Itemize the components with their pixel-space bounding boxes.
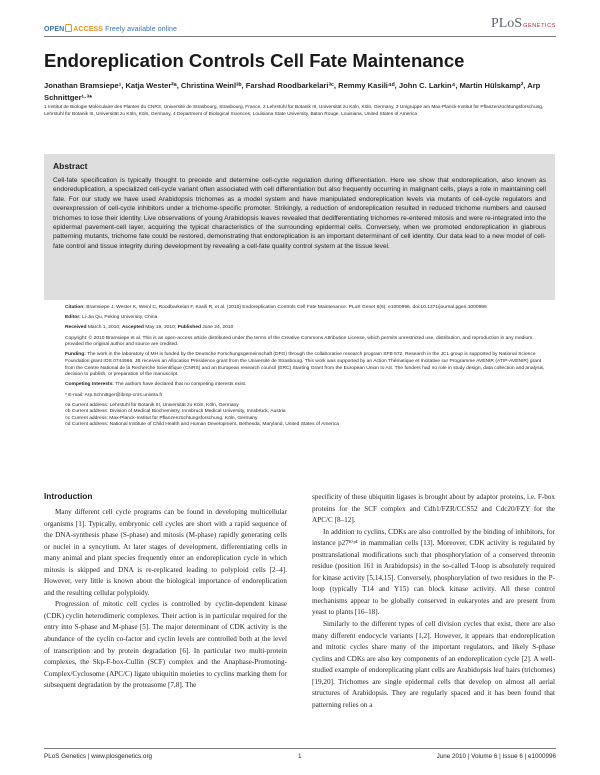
- editor-label: Editor:: [65, 315, 81, 321]
- copyright: Copyright: © 2010 Bramsiepe et al. This is an open-access article distributed under the terms of the Creative Commons Attribution License, which permits unrestricted use, distribution, and reproduction in any medium, provided the original author and source are credited.: [65, 335, 534, 348]
- abstract-text: Cell-fate specification is typically thought to precede and determine cell-cycle regulation during differentiation. Here we show that endoreplication, also known as endoreduplication, a specialized cell-cycle variant often associated with cell differentiation but also frequently occurring in malignant cells, plays a role in maintaining cell fate. For our study we have used Arabidopsis trichomes as a model system and have manipulated endoreplication levels via mutants of cell-cycle regulators and overexpression of cell-cycle inhibitors under a trichome-specific promoter. Strikingly, a reduction of endoreplication resulted in reduced trichome numbers and caused trichomes to lose their identity. Live observations of young Arabidopsis leaves revealed that dedifferentiating trichomes re-entered mitosis and were re-integrated into the epidermal pavement-cell layer, acquiring the typical characteristics of the surrounding epidermal cells. Conversely, when we promoted endoreplication in glabrous patterning mutants, trichome fate could be restored, demonstrating that endoreplication is an important determinant of cell identity. Our data lead to a new model of cell-fate control and tissue integrity during development by revealing a cell-fate quality control system at the tissue level.: [53, 177, 546, 250]
- competing-interests: [65, 382, 545, 389]
- body-paragraph: Similarly to the different types of cell division cycles that exist, there are also many different endocycle variants [1,2]. However, it appears that endoreplication and mitotic cycles share many of the important regulators, and likely S-phase cyclins and CDKs are also key components of an endoreplication cycle [2]. A well-studied example of endoreplicating plant cells are Arabidopsis leaf hairs (trichomes) [19,20]. Trichomes are single epidermal cells that develop on almost all aerial structures of Arabidopsis. They are regularly spaced and it has been found that patterning relies on a: [312, 620, 555, 709]
- current-address: ¤c Current address: Max-Planck-Institut für Pflanzenzüchtungsforschung, Köln, Germany: [65, 415, 258, 421]
- footer-rule: [44, 748, 556, 749]
- competing-text: The authors have declared that no competing interests exist.: [115, 382, 247, 388]
- body-paragraph: Progression of mitotic cell cycles is controlled by cyclin-dependent kinase (CDK) cyclin heterodimeric complexes. Their action is in particular required for the entry into S-phase and M-phase [5]. The major determinant of CDK activity is the abundance of the cyclin co-factor and cyclin levels are controlled both at the level of transcription and by protein degradation [6]. In particular two multi-protein complexes, the Skp-F-box-Cullin (SCF) complex and the Anaphase-Promoting-Complex/Cyclosome (APC/C) ligate ubiquitin moieties to cyclins marking them for subsequent degradation by the proteasome [7,8]. The: [44, 600, 287, 690]
- body-column-left: [44, 507, 287, 692]
- editor: [65, 315, 545, 322]
- footer-page-number: 1: [298, 753, 302, 760]
- published-label: Published: [177, 325, 201, 331]
- journal-logo[interactable]: [491, 16, 556, 32]
- oa-tagline: Freely available online: [105, 26, 178, 33]
- oa-open-text: OPEN: [44, 26, 65, 33]
- abstract-box: [44, 154, 555, 300]
- competing-label: Competing Interests:: [65, 382, 114, 388]
- body-paragraph: In addition to cyclins, CDKs are also controlled by the binding of inhibitors, for instance p27ᴷⁱᵖ¹ in mammalian cells [13]. Moreover, CDK activity is regulated by posttranslational modifications such that phosphorylation of a conserved threonin residue (position 161 in Arabidopsis) in the so-called T-loop is absolutely required for kinase activity [5,14,15]. Conversely, phosphorylation of two residues in the P-loop (typically T14 and Y15) can block kinase activity. All these control mechanisms appear to be globally conserved in eukaryotes and are present from yeast to plants [16–18].: [312, 527, 555, 617]
- open-lock-icon: [65, 24, 72, 32]
- current-address: ¤d Current address: National Institute of Child Health and Human Development, Bethesda, Maryland, United States of America: [65, 422, 340, 428]
- author-list: Jonathan Bramsiepe¹, Katja Wester²ᵃ, Christina Weinl³ᵇ, Farshad Roodbarkelari³ᶜ, Remmy Kasili⁴ᵈ, John C. Larkin⁴, Martin Hülskamp², Arp Schnittger¹·³*: [44, 81, 541, 102]
- journal-logo-genetics: GENETICS: [523, 23, 556, 29]
- header-rule: [44, 36, 556, 37]
- article-metadata: [65, 305, 545, 429]
- body-paragraph: specificity of these ubiquitin ligases is brought about by adaptor proteins, i.e. F-box proteins for the SCF complex and Cdh1/FZR/CCS52 and Cdc20/FZY for the APC/C [8–12].: [312, 493, 555, 525]
- journal-logo-plos: PLoS: [490, 16, 523, 31]
- accepted-date: May 19, 2010;: [145, 325, 177, 331]
- open-access-banner[interactable]: [44, 24, 177, 33]
- accepted-label: Accepted: [121, 325, 144, 331]
- citation: [65, 305, 545, 312]
- footer-journal[interactable]: PLoS Genetics | www.plosgenetics.org: [44, 753, 153, 760]
- body-column-right: [312, 492, 555, 711]
- introduction-heading: Introduction: [44, 491, 93, 501]
- footer-issue: June 2010 | Volume 6 | Issue 6 | e1000996: [436, 753, 556, 760]
- received-date: March 1, 2010;: [87, 325, 121, 331]
- funding: [65, 352, 545, 378]
- abstract-heading: Abstract: [53, 161, 88, 171]
- corresponding-email[interactable]: * E-mail: Arp.Schnittger@ibmp-cnrs.unistra.fr: [65, 392, 163, 398]
- dates: [65, 325, 545, 332]
- affiliations: 1 Institut de Biologie Moléculaire des Plantes du CNRS, Université de Strasbourg, Strasbourg, France, 2 Lehrstuhl für Botanik III, Universität zu Köln, Köln, Germany, 3 Unigruppe am Max-Planck-Institut für Pflanzenzüchtungsforschung, Lehrstuhl für Botanik III, Universität zu Köln, Köln, Germany, 4 Department of Biological Sciences, Louisiana State University, Baton Rouge, Louisiana, United States of America: [44, 105, 544, 117]
- body-paragraph: Many different cell cycle programs can be found in developing multicellular organisms [1]. Typically, embryonic cell cycles are short with a rapid sequence of the DNA-synthesis phase (S-phase) and mitosis (M-phase) rapidly generating cells or nuclei in a syncytium. At later stages of development, differentiating cells in many animal and plant species frequently enter an endoreplication cycle in which mitosis is skipped and DNA is re-replicated leading to polyploid cells [2–4]. However, very little is known about the biological importance of endoreplication and the resulting cellular polyploidy.: [44, 508, 287, 597]
- published-date: June 24, 2010: [202, 325, 234, 331]
- article-title: Endoreplication Controls Cell Fate Maintenance: [44, 50, 465, 71]
- oa-access-text: ACCESS: [73, 26, 104, 33]
- funding-label: Funding:: [65, 352, 86, 358]
- current-address: ¤b Current address: Division of Medical Biochemistry, Innsbruck Medical University, Innsbruck, Austria: [65, 409, 286, 415]
- citation-label: Citation:: [65, 305, 85, 310]
- editor-text: Li-Jia Qu, Peking University, China: [82, 315, 158, 321]
- funding-text: The work in the laboratory of MH is funded by the Deutsche Forschungsgemeinschaft (DFG) through the collaborative research program SFB 572. Research in the JCL group is supported by National Science Foundation grant IOS 0744566. JB receives an Allocation Présidence grant from the Université de Strasbourg. This work was supported by an Action Thématique et Incitative sur Programme AVENIR (ATIP-AVENIR) grant from the Centre National de la Recherche Scientifique (CNRS) and an European research council (ERC) Starting Grant from the European Union to AS. The funders had no role in study design, data collection and analysis, decision to publish, or preparation of the manuscript.: [65, 352, 545, 378]
- received-label: Received: [65, 325, 87, 331]
- current-address: ¤a Current address: Lehrstuhl für Botanik III, Universität zu Köln, Köln, Germany: [65, 402, 239, 408]
- citation-text[interactable]: Bramsiepe J, Wester K, Weinl C, Roodbarkelari F, Kasili R, et al. (2010) Endoreplication Controls Cell Fate Maintenance. PLoS Genet 6(6): e1000996. doi:10.1371/journal.pgen.1000996: [86, 305, 487, 310]
